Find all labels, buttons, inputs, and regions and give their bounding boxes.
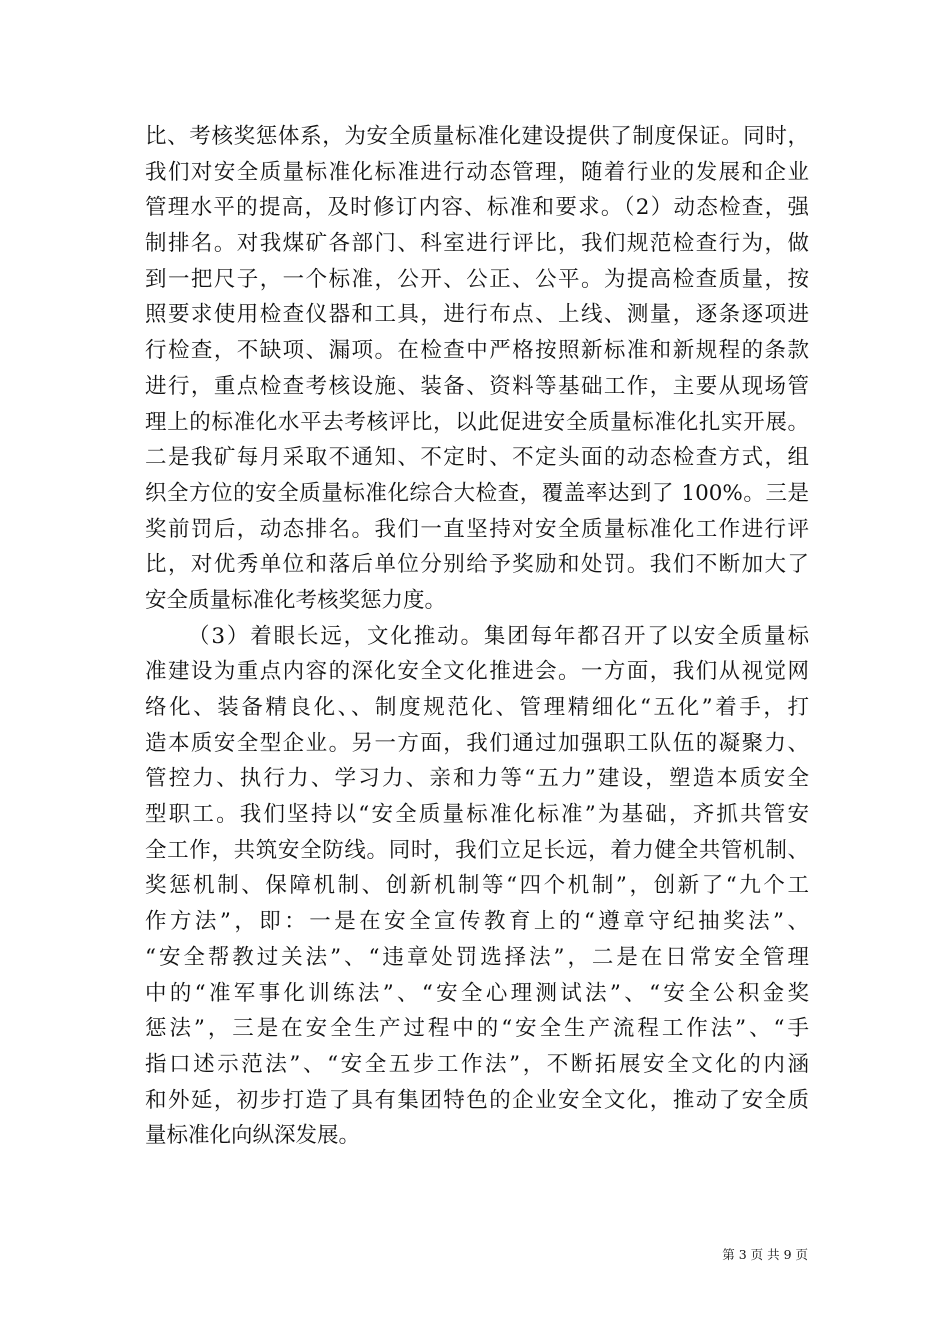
text-line: 行检查，不缺项、漏项。在检查中严格按照新标准和新规程的条款 [145,338,809,364]
text-line: 型职工。我们坚持以“安全质量标准化标准”为基础，齐抓共管安 [145,802,809,828]
text-line: 二是我矿每月采取不通知、不定时、不定头面的动态检查方式，组 [145,445,809,471]
text-line: 安全质量标准化考核奖惩力度。 [145,587,447,613]
text-line: 准建设为重点内容的深化安全文化推进会。一方面，我们从视觉网 [145,659,809,685]
text-line: 量标准化向纵深发展。 [145,1123,361,1149]
paragraph-2 [145,619,809,1154]
text-line: 管控力、执行力、学习力、亲和力等“五力”建设，塑造本质安全 [145,766,809,792]
page-number-footer: 第 3 页 共 9 页 [722,1247,808,1262]
text-line: 惩法”，三是在安全生产过程中的“安全生产流程工作法”、“手 [145,1016,809,1042]
text-line: 奖惩机制、保障机制、创新机制等“四个机制”，创新了“九个工 [145,873,809,899]
text-line: 理上的标准化水平去考核评比，以此促进安全质量标准化扎实开展。 [145,409,809,435]
text-line: 进行，重点检查考核设施、装备、资料等基础工作，主要从现场管 [145,373,809,399]
text-line: （3）着眼长远，文化推动。集团每年都召开了以安全质量标 [188,623,809,649]
text-line: 管理水平的提高，及时修订内容、标准和要求。（2）动态检查，强 [145,195,809,221]
text-line: 作方法”，即：一是在安全宣传教育上的“遵章守纪抽奖法”、 [145,909,809,935]
paragraph-1 [145,119,809,619]
text-line: 照要求使用检查仪器和工具，进行布点、上线、测量，逐条逐项进 [145,302,809,328]
text-line: 比，对优秀单位和落后单位分别给予奖励和处罚。我们不断加大了 [145,552,809,578]
text-line: 全工作，共筑安全防线。同时，我们立足长远，着力健全共管机制、 [145,837,809,863]
text-line: 造本质安全型企业。另一方面，我们通过加强职工队伍的凝聚力、 [145,730,809,756]
text-line: 制排名。对我煤矿各部门、科室进行评比，我们规范检查行为，做 [145,231,809,257]
text-line: 络化、装备精良化、、制度规范化、管理精细化“五化”着手，打 [145,695,809,720]
text-line: 我们对安全质量标准化标准进行动态管理，随着行业的发展和企业 [145,159,809,185]
text-line: 到一把尺子，一个标准，公开、公正、公平。为提高检查质量，按 [145,266,809,292]
text-line: 比、考核奖惩体系，为安全质量标准化建设提供了制度保证。同时， [145,124,809,149]
text-line: 中的“准军事化训练法”、“安全心理测试法”、“安全公积金奖 [145,980,809,1006]
document-body [145,119,809,1154]
text-line: 指口述示范法”、“安全五步工作法”，不断拓展安全文化的内涵 [145,1051,809,1077]
text-line: 织全方位的安全质量标准化综合大检查，覆盖率达到了 100%。三是 [145,480,809,506]
text-line: 和外延，初步打造了具有集团特色的企业安全文化，推动了安全质 [145,1087,809,1113]
text-line: “安全帮教过关法”、“违章处罚选择法”，二是在日常安全管理 [145,944,809,970]
text-line: 奖前罚后，动态排名。我们一直坚持对安全质量标准化工作进行评 [145,516,809,542]
